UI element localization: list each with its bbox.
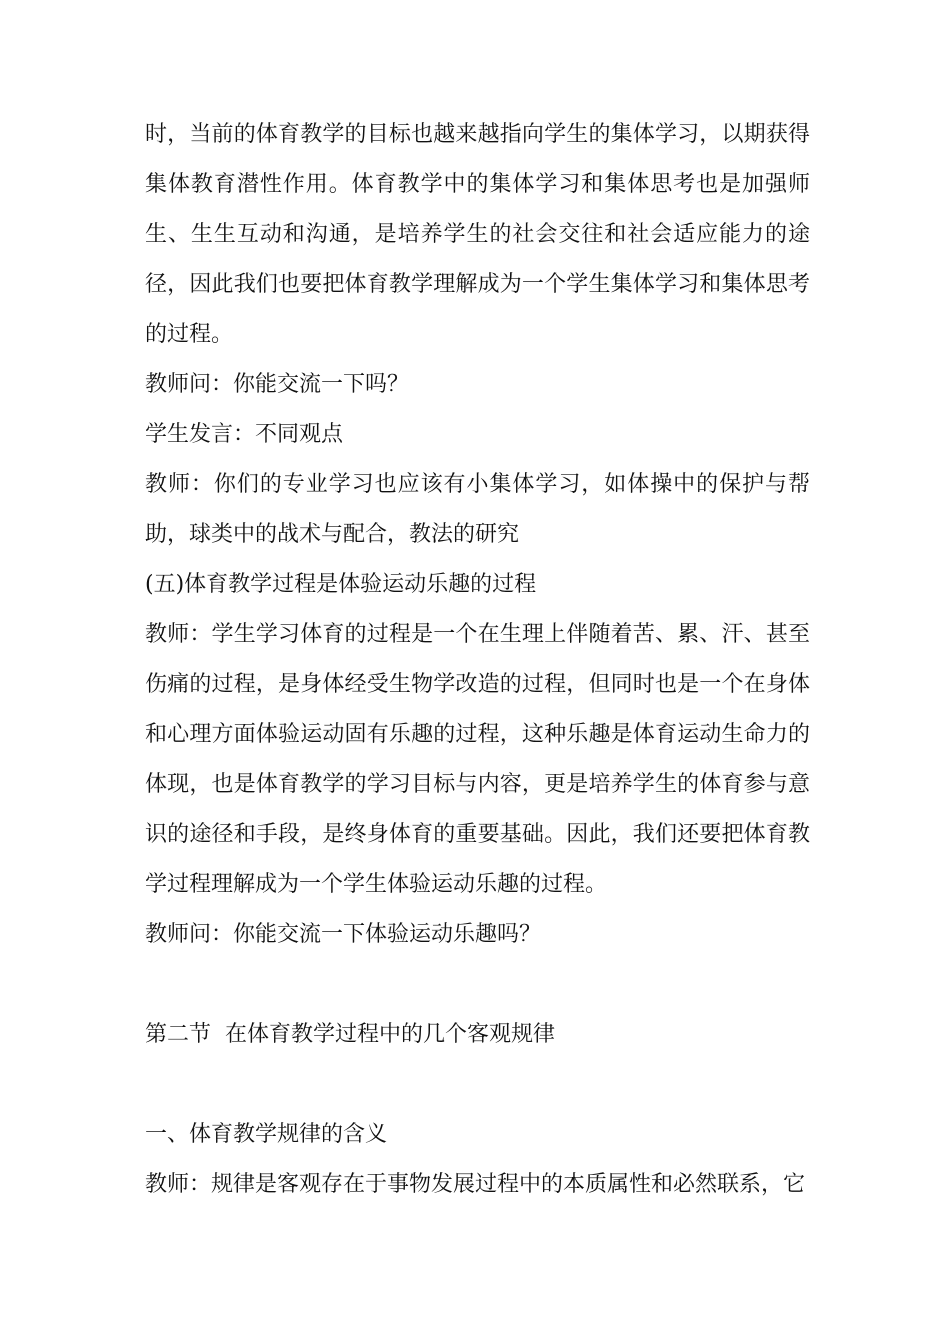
teacher-question-2: 教师问：你能交流一下体验运动乐趣吗？: [145, 922, 542, 947]
subsection-title-five: (五)体育教学过程是体验运动乐趣的过程: [145, 572, 537, 597]
blank-line: [145, 960, 810, 1010]
last-line: 教师：规律是客观存在于事物发展过程中的本质属性和必然联系，它: [145, 1172, 806, 1197]
teacher-remark-group-study: 教师：你们的专业学习也应该有小集体学习，如体操中的保护与帮助，球类中的战术与配合，教法的研究: [145, 472, 810, 547]
blank-line: [145, 1060, 810, 1110]
section-heading: 第二节 在体育教学过程中的几个客观规律: [145, 1022, 555, 1047]
paragraph-sports-fun: 教师：学生学习体育的过程是一个在生理上伴随着苦、累、汗、甚至伤痛的过程，是身体经受生物学改造的过程，但同时也是一个在身体和心理方面体验运动固有乐趣的过程，这种乐趣是体育运动生命力的体现，也是体育教学的学习目标与内容，更是培养学生的体育参与意识的途径和手段，是终身体育的重要基础。因此，我们还要把体育教学过程理解成为一个学生体验运动乐趣的过程。: [145, 622, 810, 897]
subheading: 一、体育教学规律的含义: [145, 1122, 388, 1147]
teacher-question-1: 教师问：你能交流一下吗？: [145, 372, 410, 397]
student-speech: 学生发言：不同观点: [145, 422, 344, 447]
document-body: [145, 110, 810, 1210]
paragraph-collective-learning: 时，当前的体育教学的目标也越来越指向学生的集体学习，以期获得集体教育潜性作用。体育教学中的集体学习和集体思考也是加强师生、生生互动和沟通，是培养学生的社会交往和社会适应能力的途径，因此我们也要把体育教学理解成为一个学生集体学习和集体思考的过程。: [145, 122, 810, 347]
